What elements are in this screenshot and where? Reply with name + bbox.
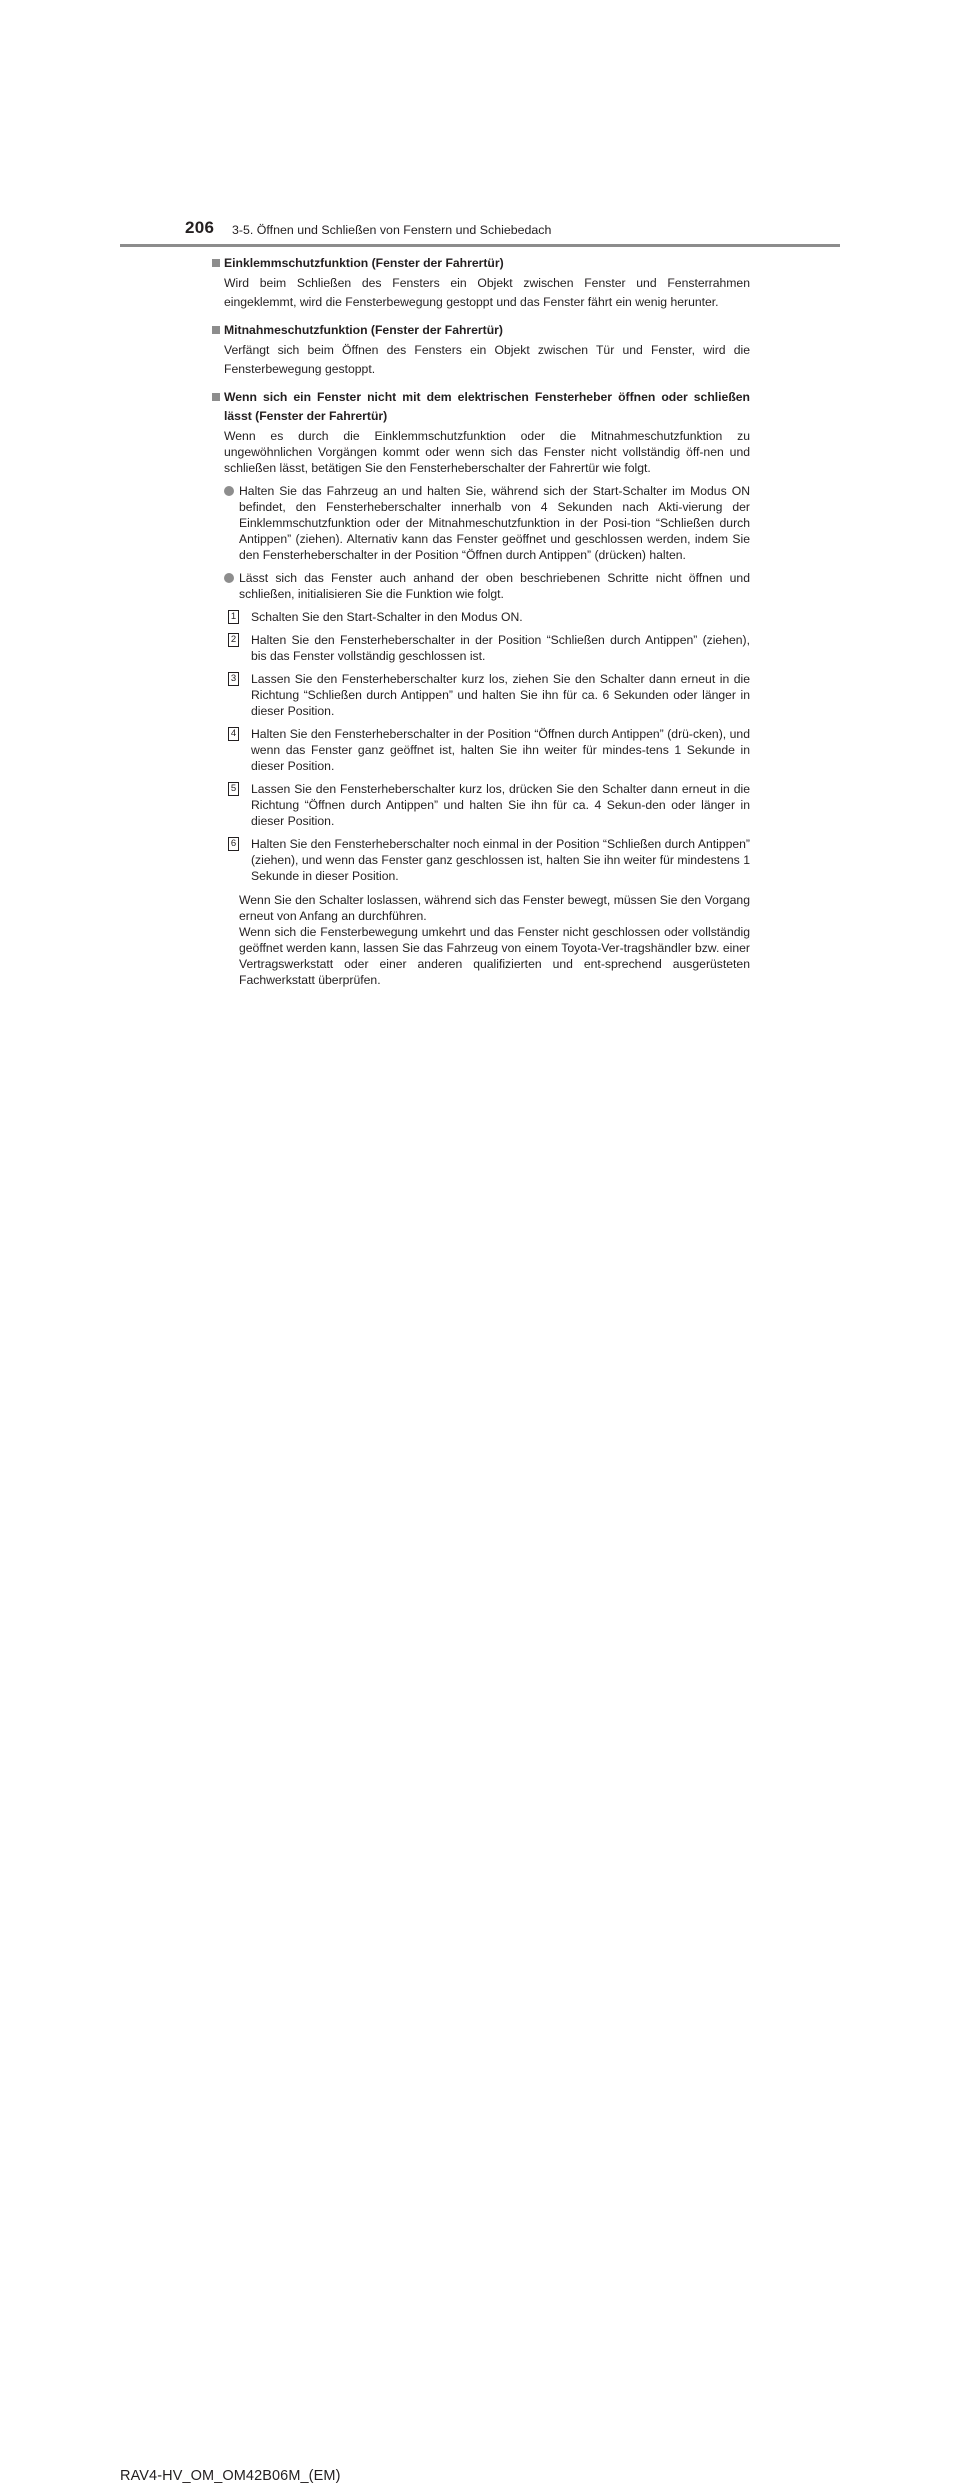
step-text: Schalten Sie den Start-Schalter in den Modus ON.	[251, 610, 523, 624]
document-code: RAV4-HV_OM_OM42B06M_(EM)	[120, 2468, 341, 2484]
step-number-box: 3	[228, 672, 239, 686]
list-item	[212, 570, 750, 602]
page-header	[0, 0, 960, 250]
step-number-box: 5	[228, 782, 239, 796]
header-divider	[120, 244, 840, 247]
note-paragraph	[212, 892, 750, 988]
page-footer	[0, 1225, 960, 2484]
note-text: Wenn Sie den Schalter loslassen, während sich das Fenster bewegt, müssen Sie den Vorgang erneut von Anfang an durchführen.	[239, 893, 750, 923]
step-number-box: 2	[228, 633, 239, 647]
step-number-box: 4	[228, 727, 239, 741]
step-item	[212, 609, 750, 625]
step-text: Halten Sie den Fensterheberschalter in der Position “Schließen durch Antippen” (ziehen), bis das Fenster vollständig geschlossen ist.	[251, 633, 750, 663]
section-title: Einklemmschutzfunktion (Fenster der Fahrertür)	[224, 256, 504, 270]
chapter-title: 3-5. Öffnen und Schließen von Fenstern und Schiebedach	[232, 223, 552, 237]
section-heading	[212, 321, 750, 340]
step-text: Lassen Sie den Fensterheberschalter kurz los, drücken Sie den Schalter dann erneut in die Richtung “Öffnen durch Antippen” und halten Sie ihn für ca. 4 Sekun-den oder länger in dieser Position.	[251, 782, 750, 828]
step-text: Lassen Sie den Fensterheberschalter kurz los, ziehen Sie den Schalter dann erneut in die Richtung “Schließen durch Antippen” und halten Sie ihn für ca. 6 Sekunden oder länger in dieser Position.	[251, 672, 750, 718]
section-paragraph: Wird beim Schließen des Fensters ein Objekt zwischen Fenster und Fensterrahmen eingeklemmt, wird die Fensterbewegung gestoppt und das Fenster fährt ein wenig herunter.	[224, 276, 750, 309]
section-mitnahmeschutz	[212, 321, 750, 379]
step-number-box: 6	[228, 837, 239, 851]
circle-bullet-icon	[224, 573, 234, 583]
section-paragraph: Wenn es durch die Einklemmschutzfunktion oder die Mitnahmeschutzfunktion zu ungewöhnlichen Vorgängen kommt oder wenn sich das Fenster nicht vollständig öff-nen und schließen lässt, betätigen Sie den Fensterheberschalter der Fahrertür wie folgt.	[224, 429, 750, 475]
section-title: Mitnahmeschutzfunktion (Fenster der Fahrertür)	[224, 323, 503, 337]
section-heading	[212, 388, 750, 426]
step-item	[212, 836, 750, 884]
list-item-text: Lässt sich das Fenster auch anhand der oben beschriebenen Schritte nicht öffnen und schließen, initialisieren Sie die Funktion wie folgt.	[239, 571, 750, 601]
square-bullet-icon	[212, 393, 220, 401]
section-title: Wenn sich ein Fenster nicht mit dem elektrischen Fensterheber öffnen oder schließen lässt (Fenster der Fahrertür)	[224, 390, 750, 423]
page-content	[212, 254, 750, 997]
section-einklemmschutz	[212, 254, 750, 312]
step-item	[212, 671, 750, 719]
circle-bullet-icon	[224, 486, 234, 496]
step-item	[212, 781, 750, 829]
step-number-box: 1	[228, 610, 239, 624]
note-text: Wenn sich die Fensterbewegung umkehrt und das Fenster nicht geschlossen oder vollständig geöffnet werden kann, lassen Sie das Fahrzeug von einem Toyota-Ver-tragshändler bzw. einer Vertragswerkstatt oder einer anderen qualifizierten und ent-sprechend ausgerüsteten Fachwerkstatt überprüfen.	[239, 925, 750, 987]
square-bullet-icon	[212, 326, 220, 334]
page-number: 206	[185, 218, 215, 237]
list-item	[212, 483, 750, 563]
section-fenster-initialisieren	[212, 388, 750, 988]
step-text: Halten Sie den Fensterheberschalter in der Position “Öffnen durch Antippen” (drü-cken), und wenn das Fenster ganz geöffnet ist, halten Sie ihn weiter für mindes-tens 1 Sekunde in dieser Position.	[251, 727, 750, 773]
section-paragraph: Verfängt sich beim Öffnen des Fensters ein Objekt zwischen Tür und Fenster, wird die Fensterbewegung gestoppt.	[224, 343, 750, 376]
step-text: Halten Sie den Fensterheberschalter noch einmal in der Position “Schließen durch Antippen” (ziehen), und wenn das Fenster ganz geschlossen ist, halten Sie ihn weiter für mindestens 1 Sekunde in dieser Position.	[251, 837, 750, 883]
list-item-text: Halten Sie das Fahrzeug an und halten Sie, während sich der Start-Schalter im Modus ON befindet, den Fensterheberschalter innerhalb von 4 Sekunden nach Akti-vierung der Einklemmschutzfunktion oder der Mitnahmeschutzfunktion in der Posi-tion “Schließen durch Antippen” (ziehen). Alternativ kann das Fenster geöffnet und geschlossen werden, indem Sie den Fensterheberschalter in der Position “Öffnen durch Antippen” (drücken) halten.	[239, 484, 750, 562]
section-heading	[212, 254, 750, 273]
step-item	[212, 632, 750, 664]
step-item	[212, 726, 750, 774]
square-bullet-icon	[212, 259, 220, 267]
